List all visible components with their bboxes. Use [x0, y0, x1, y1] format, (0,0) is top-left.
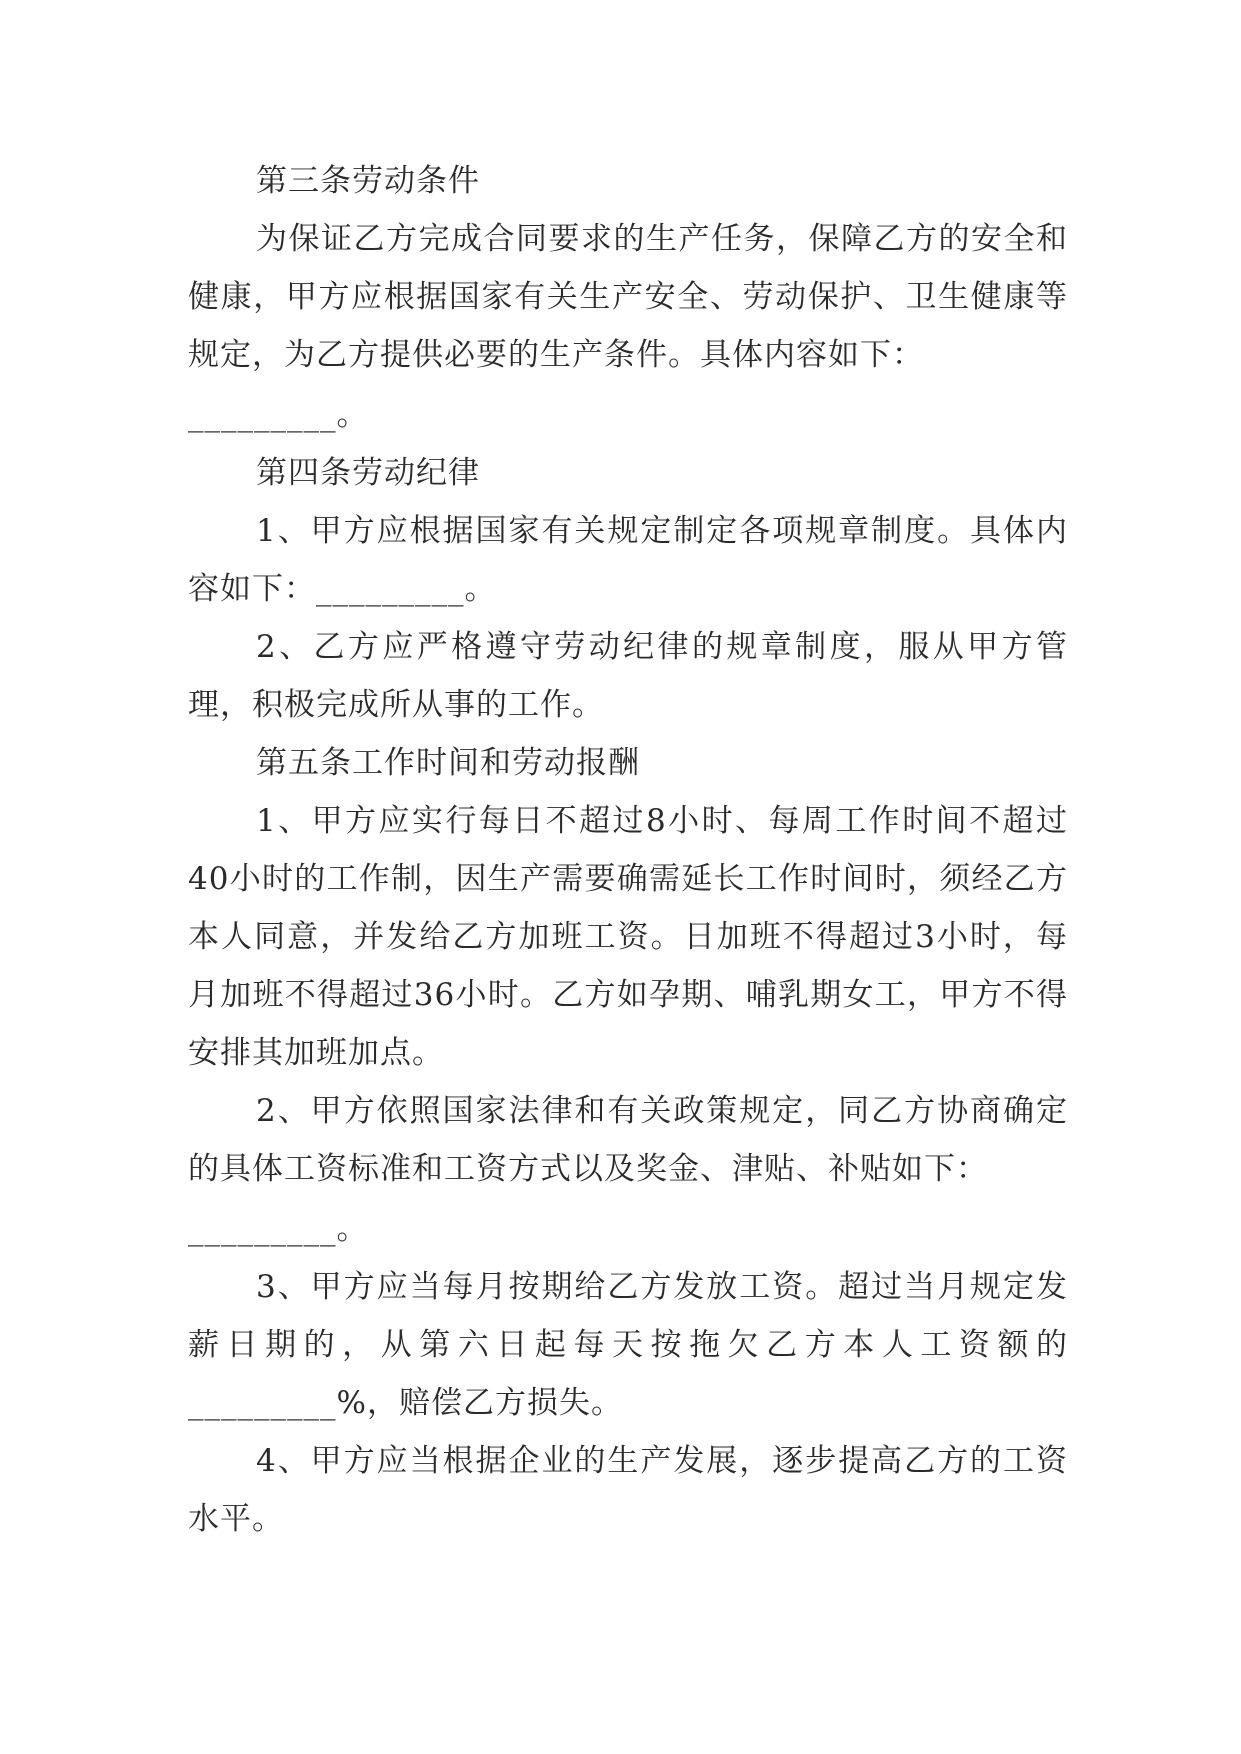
article-4-heading: 第四条劳动纪律: [256, 455, 480, 491]
article-3-blank: _________。: [188, 397, 369, 433]
article-5-clause-1: 1、甲方应实行每日不超过8小时、每周工作时间不超过40小时的工作制，因生产需要确需延长工作时间时，须经乙方本人同意，并发给乙方加班工资。日加班不得超过3小时，每月加班不得超过36小时。乙方如孕期、哺乳期女工，甲方不得安排其加班加点。: [188, 803, 1068, 1071]
article-3-heading: 第三条劳动条件: [256, 163, 480, 199]
article-4-clause-2: 2、乙方应严格遵守劳动纪律的规章制度，服从甲方管理，积极完成所从事的工作。: [188, 629, 1068, 723]
article-5-clause-2-blank: _________。: [188, 1211, 369, 1247]
article-5-heading: 第五条工作时间和劳动报酬: [256, 745, 640, 781]
document-body: [188, 152, 1068, 1548]
article-5-clause-2: 2、甲方依照国家法律和有关政策规定，同乙方协商确定的具体工资标准和工资方式以及奖金、津贴、补贴如下：: [188, 1093, 1068, 1187]
article-3-paragraph: 为保证乙方完成合同要求的生产任务，保障乙方的安全和健康，甲方应根据国家有关生产安全、劳动保护、卫生健康等规定，为乙方提供必要的生产条件。具体内容如下：: [188, 221, 1068, 373]
article-4-clause-1: 1、甲方应根据国家有关规定制定各项规章制度。具体内容如下：_________。: [188, 513, 1068, 607]
article-5-clause-3: 3、甲方应当每月按期给乙方发放工资。超过当月规定发薪日期的，从第六日起每天按拖欠乙方本人工资额的_________%，赔偿乙方损失。: [188, 1269, 1068, 1421]
article-5-clause-4: 4、甲方应当根据企业的生产发展，逐步提高乙方的工资水平。: [188, 1443, 1068, 1537]
